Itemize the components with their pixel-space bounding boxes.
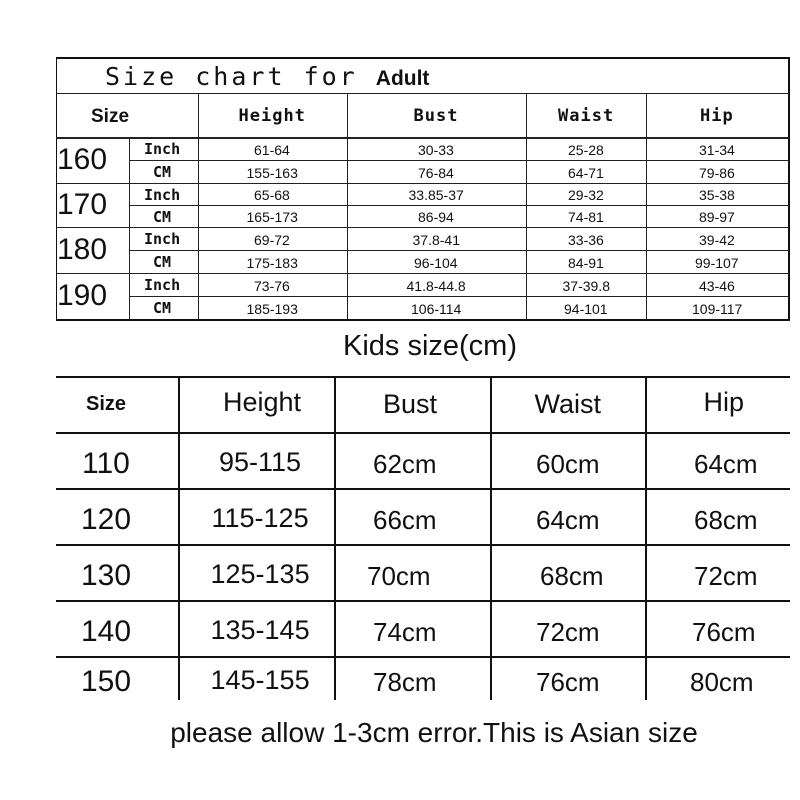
- kids-header-height: Height: [223, 386, 302, 417]
- kids-header-size: Size: [86, 393, 127, 415]
- adult-size-label: 160: [57, 143, 108, 176]
- kids-hip-value: 72cm: [694, 561, 758, 591]
- kids-column-divider: [645, 376, 647, 700]
- kids-row-line: [56, 432, 790, 434]
- unit-separator: [129, 250, 789, 251]
- adult-value: 74-81: [568, 209, 604, 225]
- kids-bust-value: 66cm: [373, 505, 437, 535]
- kids-size-label: 130: [81, 559, 132, 592]
- adult-title-suffix: Adult: [375, 67, 430, 90]
- adult-value: 84-91: [568, 254, 604, 271]
- adult-value: 35-38: [699, 187, 735, 203]
- adult-value: 37-39.8: [562, 277, 610, 294]
- adult-value: 155-163: [246, 164, 298, 181]
- adult-value: 109-117: [692, 300, 743, 317]
- unit-label: CM: [153, 299, 172, 317]
- unit-separator: [129, 205, 789, 206]
- kids-size-label: 140: [81, 615, 132, 648]
- unit-label: Inch: [144, 276, 181, 294]
- adult-size-label: 170: [57, 188, 108, 221]
- adult-value: 30-33: [418, 141, 454, 158]
- kids-bust-value: 78cm: [373, 667, 437, 697]
- unit-label: Inch: [144, 140, 181, 158]
- kids-bust-value: 62cm: [373, 449, 437, 479]
- kids-column-divider: [334, 376, 336, 700]
- adult-value: 69-72: [254, 231, 290, 248]
- kids-bust-value: 70cm: [367, 561, 431, 591]
- adult-value: 33.85-37: [408, 187, 464, 203]
- adult-value: 25-28: [568, 141, 604, 158]
- kids-hip-value: 76cm: [692, 617, 756, 647]
- group-separator: [56, 273, 789, 274]
- adult-value: 79-86: [699, 164, 735, 181]
- kids-waist-value: 60cm: [536, 449, 600, 479]
- unit-label: CM: [153, 253, 172, 271]
- adult-value: 99-107: [695, 254, 739, 271]
- adult-size-label: 180: [57, 233, 108, 266]
- adult-value: 61-64: [254, 141, 290, 158]
- adult-value: 41.8-44.8: [406, 277, 466, 294]
- size-note: please allow 1-3cm error.This is Asian size: [170, 717, 698, 748]
- kids-hip-value: 68cm: [694, 505, 758, 535]
- kids-waist-value: 64cm: [536, 505, 600, 535]
- adult-title-prefix: Size chart for: [105, 62, 358, 91]
- kids-waist-value: 68cm: [540, 561, 604, 591]
- adult-value: 37.8-41: [412, 231, 460, 248]
- kids-hip-value: 64cm: [694, 449, 758, 479]
- adult-value: 175-183: [246, 254, 298, 271]
- kids-height-value: 125-135: [210, 558, 310, 589]
- adult-value: 185-193: [246, 300, 298, 317]
- kids-height-value: 95-115: [219, 446, 302, 477]
- kids-title: Kids size(cm): [342, 330, 517, 362]
- kids-waist-value: 76cm: [536, 667, 600, 697]
- adult-value: 73-76: [254, 277, 290, 294]
- adult-value: 94-101: [564, 300, 608, 317]
- kids-height-value: 135-145: [210, 614, 310, 645]
- adult-value: 39-42: [699, 231, 735, 248]
- unit-label: Inch: [144, 230, 181, 248]
- unit-label: CM: [153, 163, 172, 181]
- kids-hip-value: 80cm: [690, 667, 754, 697]
- adult-value: 89-97: [699, 209, 735, 225]
- kids-row-line: [56, 544, 790, 546]
- adult-value: 96-104: [414, 254, 458, 271]
- header-height: Height: [238, 105, 306, 126]
- unit-separator: [129, 160, 789, 161]
- group-separator: [56, 227, 789, 228]
- adult-value: 29-32: [568, 187, 604, 203]
- kids-height-value: 115-125: [211, 502, 309, 533]
- kids-bust-value: 74cm: [373, 617, 437, 647]
- kids-column-divider: [178, 376, 180, 700]
- kids-height-value: 145-155: [210, 664, 310, 695]
- unit-separator: [129, 296, 789, 297]
- kids-header-waist: Waist: [534, 388, 601, 419]
- column-divider: [347, 93, 348, 319]
- kids-size-label: 120: [81, 503, 132, 536]
- adult-value: 33-36: [568, 231, 604, 248]
- header-top-line: [56, 93, 789, 94]
- adult-value: 31-34: [699, 141, 735, 158]
- kids-header-bust: Bust: [383, 388, 438, 419]
- header-bust: Bust: [413, 105, 459, 126]
- kids-waist-value: 72cm: [536, 617, 600, 647]
- adult-value: 165-173: [246, 209, 298, 225]
- kids-row-line: [56, 600, 790, 602]
- column-divider: [526, 93, 527, 319]
- unit-divider: [129, 137, 130, 319]
- unit-label: Inch: [144, 185, 181, 204]
- kids-row-line: [56, 656, 790, 658]
- adult-value: 76-84: [418, 164, 454, 181]
- column-divider: [198, 93, 199, 319]
- kids-row-line: [56, 488, 790, 490]
- kids-row-line: [56, 376, 790, 378]
- unit-label: CM: [153, 207, 172, 226]
- group-separator: [56, 183, 789, 184]
- header-bottom-line: [56, 137, 789, 139]
- header-size: Size: [91, 105, 130, 127]
- adult-size-label: 190: [57, 279, 108, 312]
- adult-value: 106-114: [411, 300, 462, 317]
- adult-value: 43-46: [699, 277, 735, 294]
- adult-value: 64-71: [568, 164, 604, 181]
- adult-size-table: [56, 57, 789, 319]
- kids-size-label: 110: [82, 447, 130, 480]
- kids-column-divider: [490, 376, 492, 700]
- header-waist: Waist: [558, 105, 615, 126]
- adult-value: 65-68: [254, 187, 290, 203]
- kids-size-label: 150: [81, 665, 132, 698]
- column-divider: [646, 93, 647, 319]
- kids-header-hip: Hip: [703, 386, 745, 417]
- header-hip: Hip: [700, 105, 734, 126]
- adult-value: 86-94: [418, 209, 454, 225]
